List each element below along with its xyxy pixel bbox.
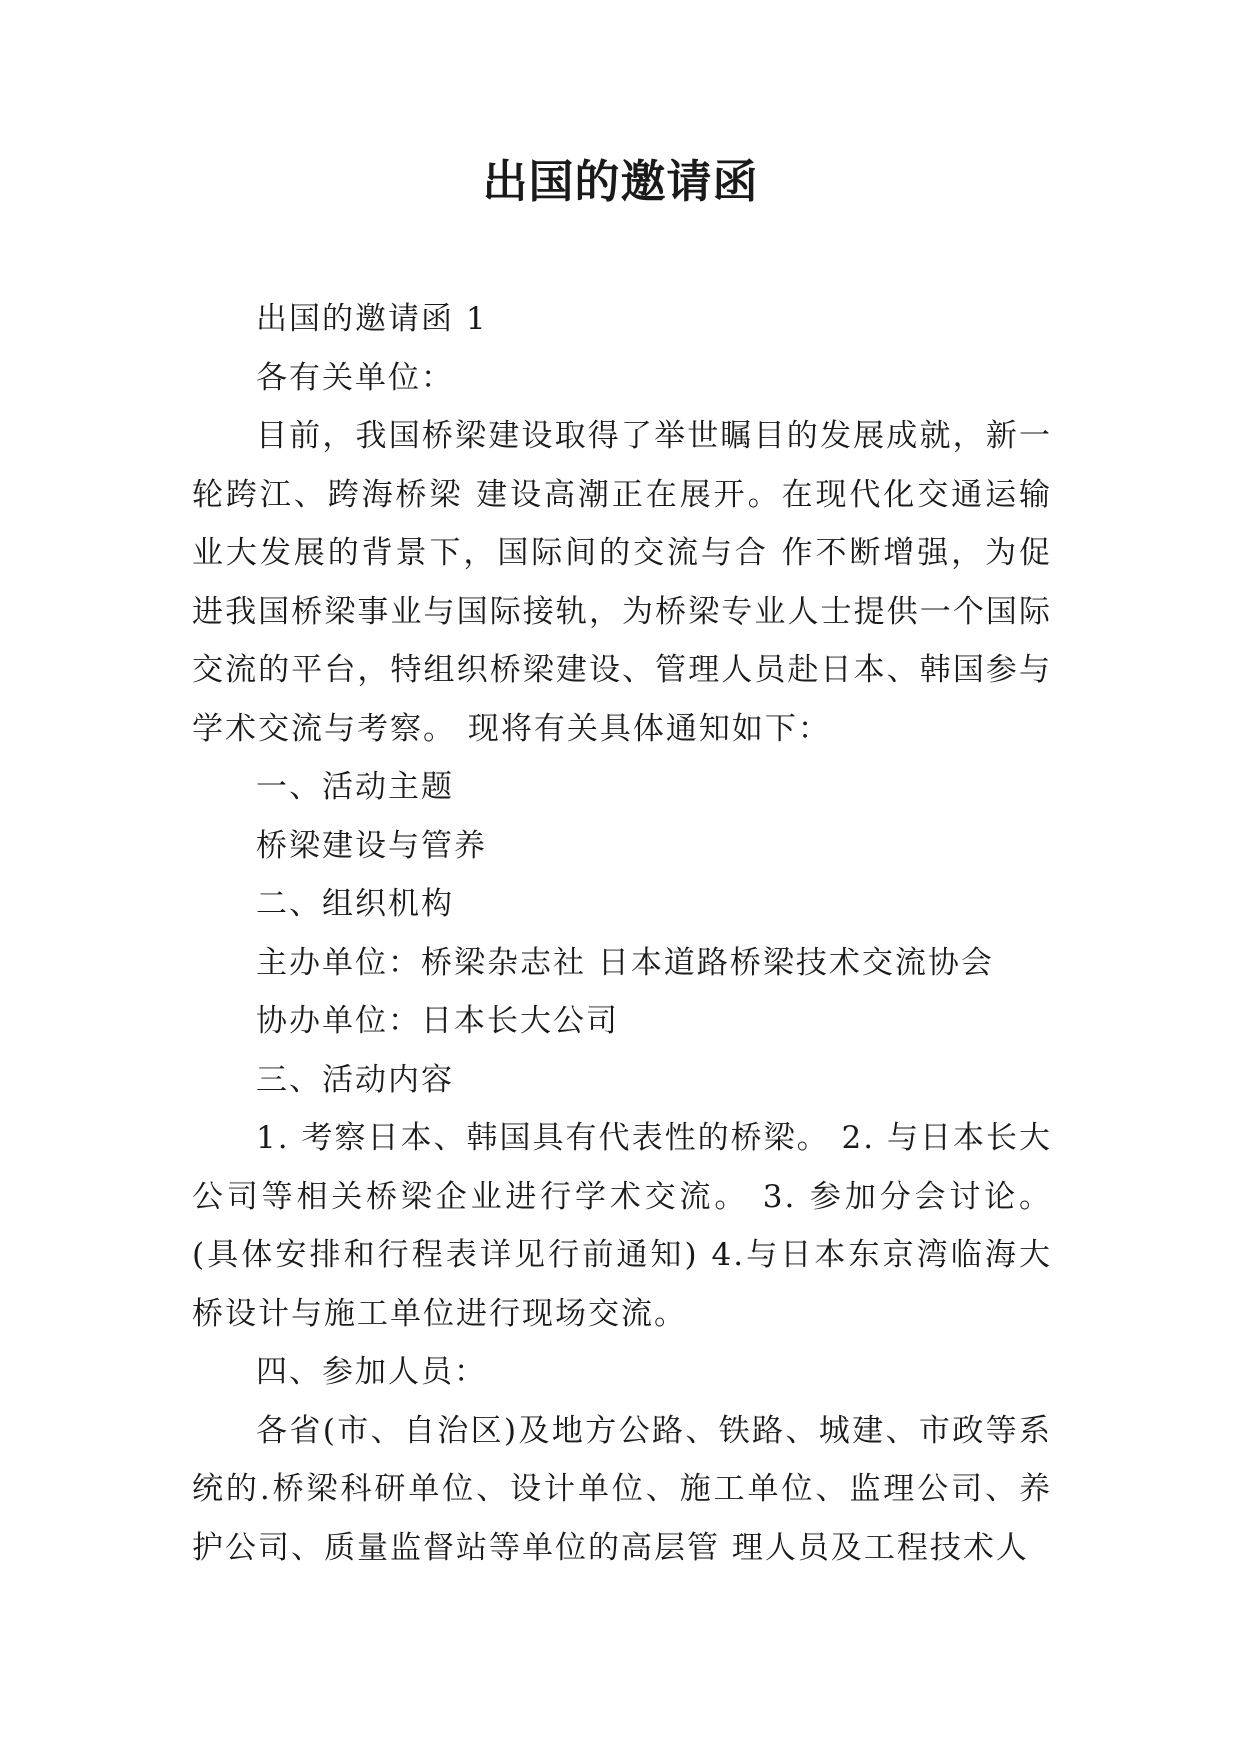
participants-paragraph: 各省(市、自治区)及地方公路、铁路、城建、市政等系统的.桥梁科研单位、设计单位、施工单位、监理公司、养护公司、质量监督站等单位的高层管 理人员及工程技术人 bbox=[192, 1412, 1052, 1566]
cohost-organization: 协办单位：日本长大公司 bbox=[256, 1003, 619, 1039]
document-body bbox=[192, 290, 1052, 1577]
host-organization: 主办单位：桥梁杂志社 日本道路桥梁技术交流协会 bbox=[256, 944, 994, 981]
salutation: 各有关单位： bbox=[256, 359, 454, 396]
section-heading-content: 三、活动内容 bbox=[256, 1061, 454, 1098]
section-heading-participants: 四、参加人员： bbox=[256, 1354, 487, 1390]
section-heading-theme: 一、活动主题 bbox=[256, 769, 454, 805]
document-title: 出国的邀请函 bbox=[482, 155, 759, 208]
content-paragraph: 1. 考察日本、韩国具有代表性的桥梁。 2. 与日本长大公司等相关桥梁企业进行学术交流。 3. 参加分会讨论。(具体安排和行程表详见行前通知) 4.与日本东京湾临海大桥设计与施工单位进行现场交流。 bbox=[192, 1120, 1052, 1332]
letter-subtitle: 出国的邀请函 1 bbox=[256, 301, 488, 337]
section-heading-organization: 二、组织机构 bbox=[256, 886, 454, 922]
theme-text: 桥梁建设与管养 bbox=[256, 827, 487, 864]
intro-paragraph: 目前，我国桥梁建设取得了举世瞩目的发展成就，新一轮跨江、跨海桥梁 建设高潮正在展开。在现代化交通运输业大发展的背景下，国际间的交流与合 作不断增强，为促进我国桥梁事业与国际接轨，为桥梁专业人士提供一个国际交流的平台，特组织桥梁建设、管理人员赴日本、韩国参与学术交流与考察。 现将有关具体通知如下： bbox=[192, 418, 1052, 747]
